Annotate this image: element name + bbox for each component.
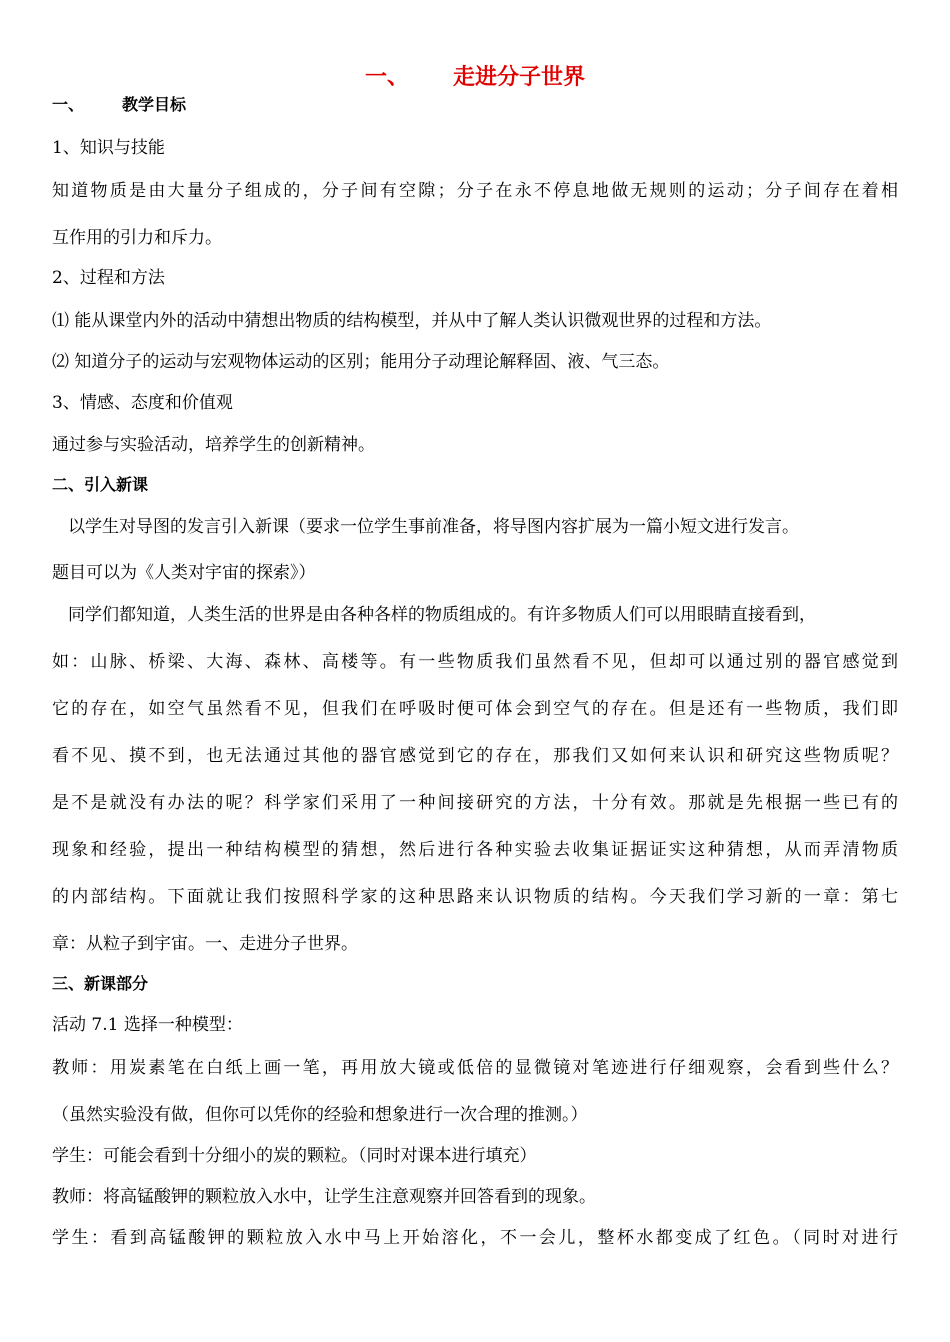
paragraph-line: 题目可以为《人类对宇宙的探索》） — [52, 563, 316, 583]
paragraph-line: 知道物质是由大量分子组成的，分子间有空隙；分子在永不停息地做无规则的运动；分子间存在着相 — [52, 181, 898, 201]
paragraph-line: 如：山脉、桥梁、大海、森林、高楼等。有一些物质我们虽然看不见，但却可以通过别的器官感觉到 — [52, 652, 898, 672]
title-text: 走进分子世界 — [453, 65, 586, 90]
list-item: ⑴ 能从课堂内外的活动中猜想出物质的结构模型，并从中了解人类认识微观世界的过程和方法。 — [52, 311, 772, 331]
section3-heading: 三、新课部分 — [52, 974, 149, 993]
paragraph-line: 是不是就没有办法的呢？科学家们采用了一种间接研究的方法，十分有效。那就是先根据一些已有的 — [52, 793, 898, 813]
title-number: 一、 — [364, 65, 409, 90]
section1-heading-number: 一、 — [52, 95, 85, 114]
subheading-knowledge: 1、知识与技能 — [52, 138, 165, 158]
paragraph-line: 同学们都知道，人类生活的世界是由各种各样的物质组成的。有许多物质人们可以用眼睛直接看到， — [68, 605, 816, 625]
activity-title: 活动 7.1 选择一种模型： — [52, 1015, 243, 1035]
paragraph-line: 它的存在，如空气虽然看不见，但我们在呼吸时便可体会到空气的存在。但是还有一些物质，我们即 — [52, 699, 898, 719]
paragraph-line: 互作用的引力和斥力。 — [52, 228, 222, 248]
list-item: ⑵ 知道分子的运动与宏观物体运动的区别；能用分子动理论解释固、液、气三态。 — [52, 352, 670, 372]
document-title — [0, 60, 950, 91]
dialogue-teacher: 教师：用炭素笔在白纸上画一笔，再用放大镜或低倍的显微镜对笔迹进行仔细观察，会看到些什么？ — [52, 1058, 898, 1078]
paragraph-line: 通过参与实验活动，培养学生的创新精神。 — [52, 435, 375, 455]
subheading-emotion: 3、情感、态度和价值观 — [52, 393, 233, 413]
paragraph-line: 看不见、摸不到，也无法通过其他的器官感觉到它的存在，那我们又如何来认识和研究这些物质呢？ — [52, 746, 898, 766]
dialogue-teacher: 教师：将高锰酸钾的颗粒放入水中，让学生注意观察并回答看到的现象。 — [52, 1187, 596, 1207]
dialogue-student: 学生：可能会看到十分细小的炭的颗粒。（同时对课本进行填充） — [52, 1146, 537, 1166]
paragraph-line: 章：从粒子到宇宙。一、走进分子世界。 — [52, 934, 358, 954]
section1-heading — [52, 92, 186, 115]
section2-heading: 二、引入新课 — [52, 475, 149, 494]
paragraph-line: 的内部结构。下面就让我们按照科学家的这种思路来认识物质的结构。今天我们学习新的一章：第七 — [52, 887, 898, 907]
dialogue-student: 学生：看到高锰酸钾的颗粒放入水中马上开始溶化，不一会儿，整杯水都变成了红色。（同时对进行 — [52, 1228, 898, 1248]
paragraph-line: 以学生对导图的发言引入新课（要求一位学生事前准备，将导图内容扩展为一篇小短文进行发言。 — [68, 517, 799, 537]
subheading-process: 2、过程和方法 — [52, 268, 165, 288]
dialogue-note: （虽然实验没有做，但你可以凭你的经验和想象进行一次合理的推测。） — [52, 1105, 588, 1125]
section1-heading-text: 教学目标 — [122, 95, 187, 114]
paragraph-line: 现象和经验，提出一种结构模型的猜想，然后进行各种实验去收集证据证实这种猜想，从而弄清物质 — [52, 840, 898, 860]
